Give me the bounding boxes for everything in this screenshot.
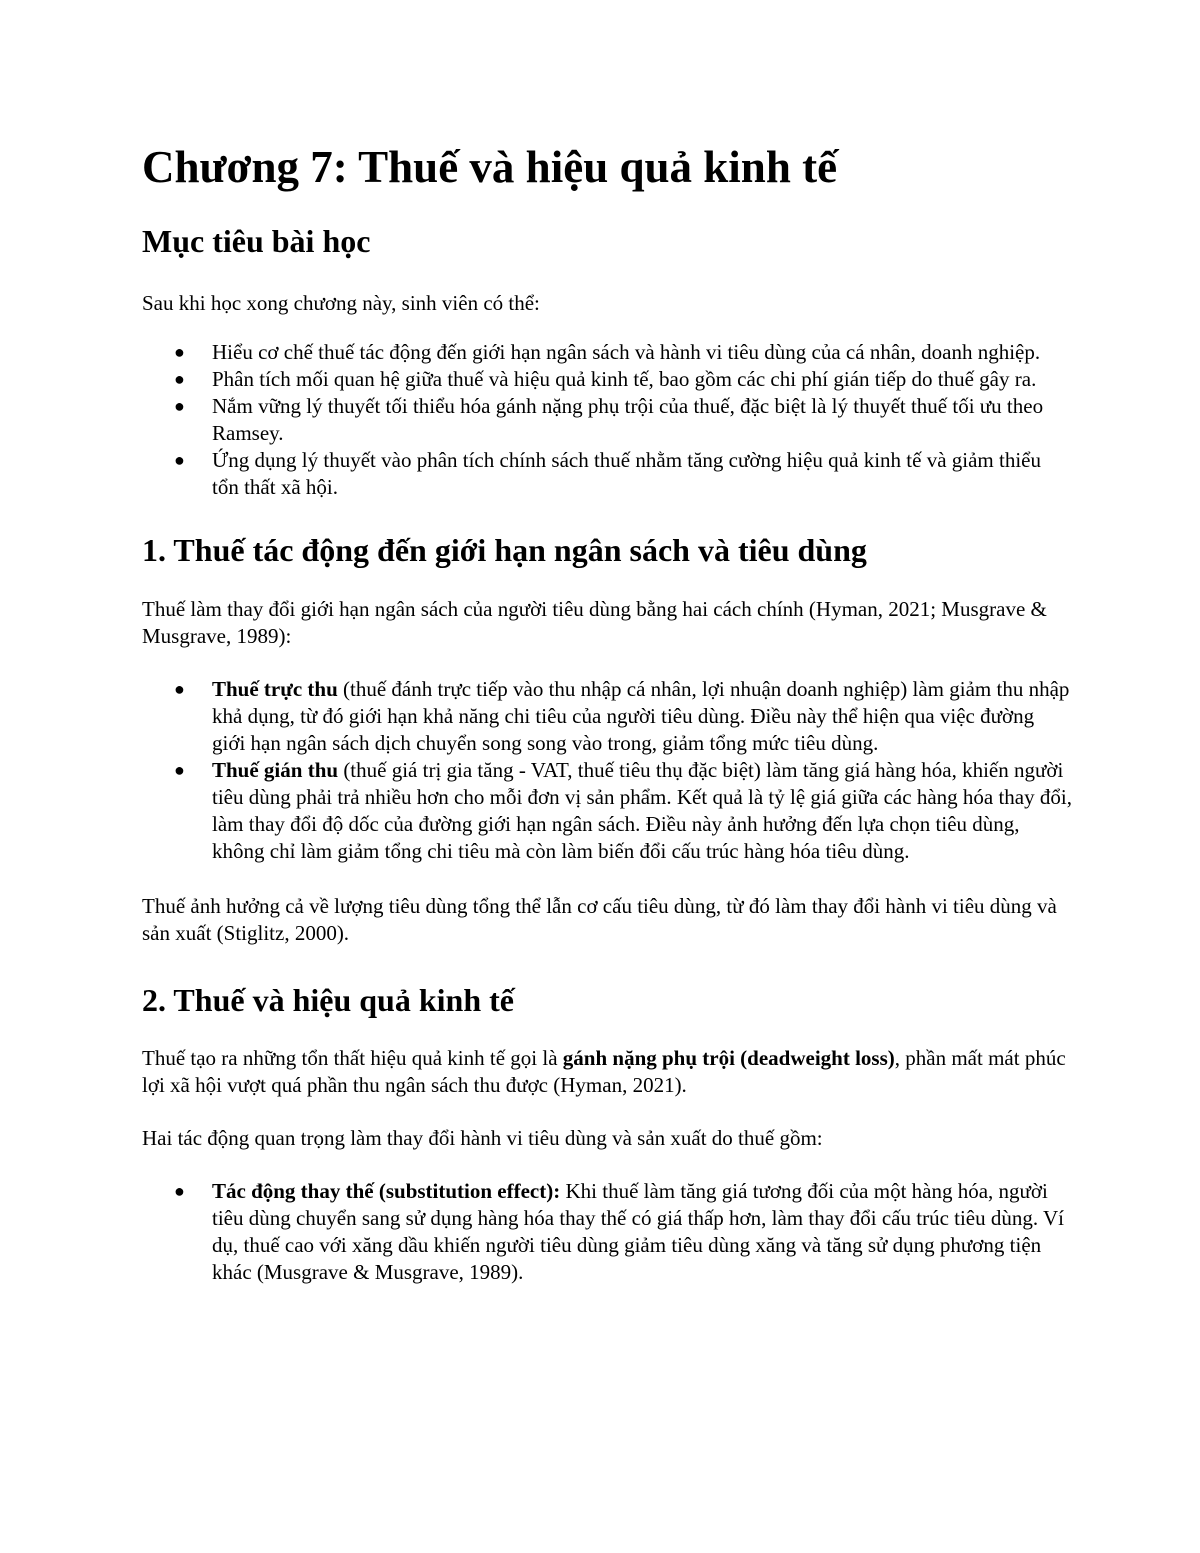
term-substitution-effect: Tác động thay thế (substitution effect): — [212, 1179, 561, 1204]
objectives-list — [142, 339, 1072, 501]
list-item: ● Nắm vững lý thuyết tối thiểu hóa gánh nặng phụ trội của thuế, đặc biệt là lý thuyết thuế tối ưu theo Ramsey. — [174, 394, 1044, 446]
section2-heading: 2. Thuế và hiệu quả kinh tế — [142, 981, 514, 1018]
section2-paragraph1: Thuế tạo ra những tổn thất hiệu quả kinh tế gọi là gánh nặng phụ trội (deadweight loss), phần mất mát phúc lợi xã hội vượt quá phần thu ngân sách thu được (Hyman, 2021). — [142, 1046, 1066, 1098]
list-item: ● Tác động thay thế (substitution effect): Khi thuế làm tăng giá tương đối của một hàng hóa, người tiêu dùng chuyển sang sử dụng hàng hóa thay thế có giá thấp hơn, làm thay đổi cấu trúc tiêu dùng. Ví dụ, thuế cao với xăng dầu khiến người tiêu dùng giảm tiêu dùng xăng và tăng sử dụng phương tiện khác (Musgrave & Musgrave, 1989). — [174, 1179, 1064, 1285]
bullet-icon: ● — [174, 342, 185, 363]
section1-heading: 1. Thuế tác động đến giới hạn ngân sách và tiêu dùng — [142, 532, 867, 569]
bullet-icon: ● — [174, 369, 185, 390]
list-item: ● Thuế gián thu (thuế giá trị gia tăng - VAT, thuế tiêu thụ đặc biệt) làm tăng giá hàng hóa, khiến người tiêu dùng phải trả nhiều hơn cho mỗi đơn vị sản phẩm. Kết quả là tỷ lệ giá giữa các hàng hóa thay đổi, làm thay đổi độ dốc của đường giới hạn ngân sách. Điều này ảnh hưởng đến lựa chọn tiêu dùng, không chỉ làm giảm tổng chi tiêu mà còn làm biến đổi cấu trúc hàng hóa tiêu dùng. — [174, 757, 1072, 863]
list-item: ● Ứng dụng lý thuyết vào phân tích chính sách thuế nhằm tăng cường hiệu quả kinh tế và giảm thiểu tổn thất xã hội. — [174, 448, 1042, 500]
list-item: ● Thuế trực thu (thuế đánh trực tiếp vào thu nhập cá nhân, lợi nhuận doanh nghiệp) làm giảm thu nhập khả dụng, từ đó giới hạn khả năng chi tiêu của người tiêu dùng. Điều này thể hiện qua việc đường giới hạn ngân sách dịch chuyển song song vào trong, giảm tổng mức tiêu dùng. — [174, 676, 1070, 755]
term-indirect-tax: Thuế gián thu — [212, 757, 339, 782]
list-item: ● Phân tích mối quan hệ giữa thuế và hiệu quả kinh tế, bao gồm các chi phí gián tiếp do thuế gây ra. — [174, 367, 1037, 392]
section1-list — [142, 676, 1072, 865]
section1-conclusion: Thuế ảnh hưởng cả về lượng tiêu dùng tổng thể lẫn cơ cấu tiêu dùng, từ đó làm thay đổi hành vi tiêu dùng và sản xuất (Stiglitz, 2000). — [142, 893, 1057, 945]
document-page — [142, 140, 1072, 1286]
list-item: ● Hiểu cơ chế thuế tác động đến giới hạn ngân sách và hành vi tiêu dùng của cá nhân, doanh nghiệp. — [174, 340, 1041, 365]
bullet-icon: ● — [174, 1181, 185, 1202]
bullet-icon: ● — [174, 450, 185, 471]
deadweight-loss-term: gánh nặng phụ trội (deadweight loss) — [562, 1046, 895, 1071]
bullet-icon: ● — [174, 759, 185, 780]
chapter-title: Chương 7: Thuế và hiệu quả kinh tế — [142, 142, 838, 192]
section2-list — [142, 1178, 1072, 1286]
objectives-heading: Mục tiêu bài học — [142, 223, 371, 259]
objectives-intro: Sau khi học xong chương này, sinh viên có thể: — [142, 291, 540, 316]
section2-paragraph2: Hai tác động quan trọng làm thay đổi hành vi tiêu dùng và sản xuất do thuế gồm: — [142, 1126, 823, 1151]
bullet-icon: ● — [174, 396, 185, 417]
term-direct-tax: Thuế trực thu — [212, 676, 338, 701]
bullet-icon: ● — [174, 678, 185, 699]
section1-intro: Thuế làm thay đổi giới hạn ngân sách của người tiêu dùng bằng hai cách chính (Hyman, 2021; Musgrave & Musgrave, 1989): — [142, 596, 1047, 648]
